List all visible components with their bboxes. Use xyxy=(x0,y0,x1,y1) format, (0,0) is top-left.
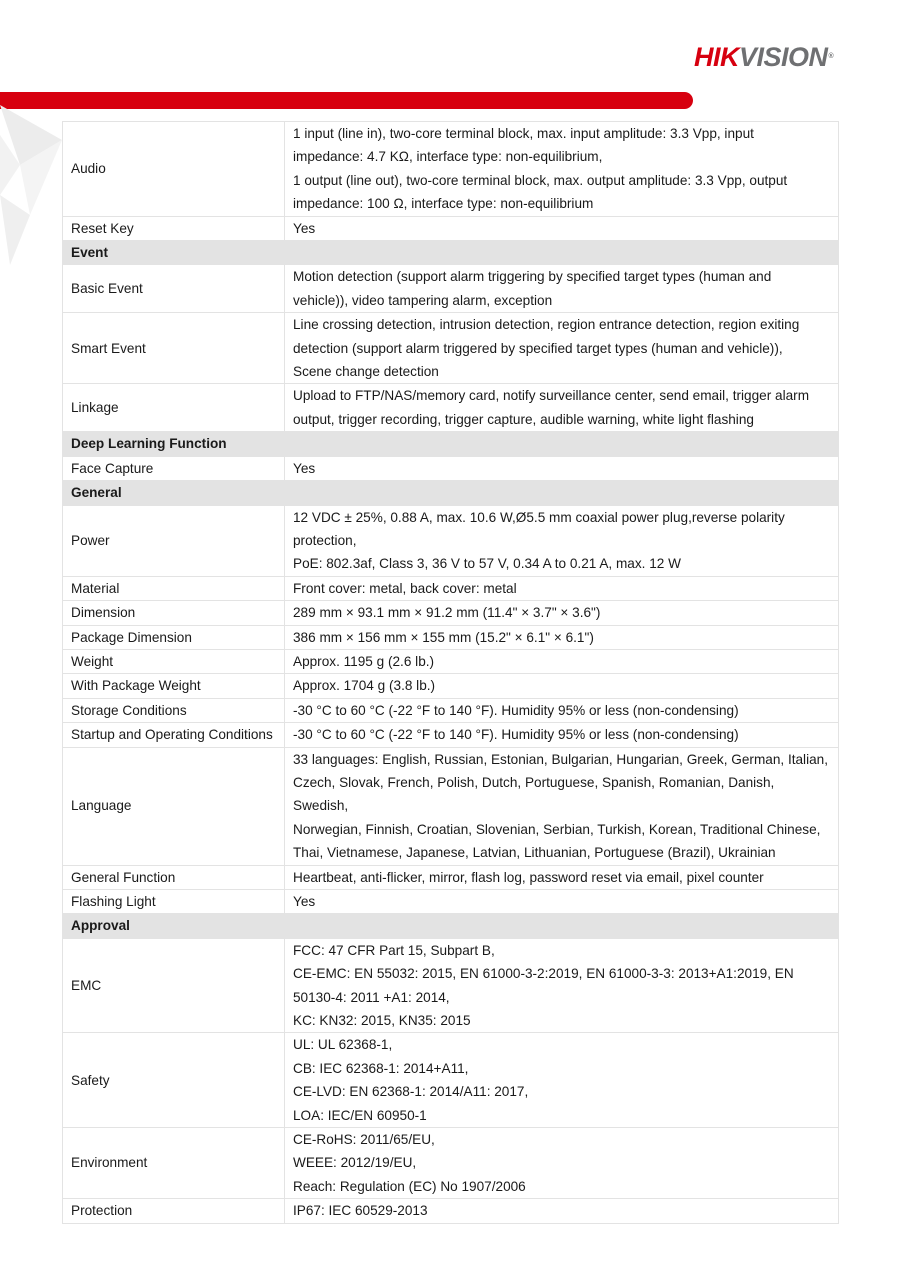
spec-value-line: -30 °C to 60 °C (-22 °F to 140 °F). Humidity 95% or less (non-condensing) xyxy=(293,727,739,743)
spec-value xyxy=(285,505,839,576)
spec-value xyxy=(285,216,839,240)
spec-label: Power xyxy=(63,505,285,576)
spec-value xyxy=(285,649,839,673)
spec-row xyxy=(63,649,839,673)
spec-value-line: Yes xyxy=(293,894,316,909)
spec-label: EMC xyxy=(63,938,285,1033)
spec-value-line: impedance: 100 Ω, interface type: non-equilibrium xyxy=(293,196,594,212)
spec-row xyxy=(63,216,839,240)
spec-row xyxy=(63,313,839,384)
spec-value xyxy=(285,265,839,313)
spec-value xyxy=(285,576,839,600)
spec-value-line: Motion detection (support alarm triggering by specified target types (human and xyxy=(293,269,772,285)
spec-label: Linkage xyxy=(63,384,285,432)
spec-value xyxy=(285,938,839,1033)
spec-value-line: CB: IEC 62368-1: 2014+A11, xyxy=(293,1060,469,1076)
spec-value xyxy=(285,674,839,698)
spec-value-line: FCC: 47 CFR Part 15, Subpart B, xyxy=(293,942,495,958)
spec-label: Basic Event xyxy=(63,265,285,313)
spec-label: Startup and Operating Conditions xyxy=(63,723,285,747)
spec-label: Flashing Light xyxy=(63,890,285,914)
spec-row xyxy=(63,890,839,914)
spec-value-line: Scene change detection xyxy=(293,364,439,380)
spec-value-line: 386 mm × 156 mm × 155 mm (15.2" × 6.1" × 6.1") xyxy=(293,629,594,645)
spec-row xyxy=(63,265,839,313)
spec-value xyxy=(285,384,839,432)
spec-row xyxy=(63,1033,839,1128)
section-header-row xyxy=(63,432,839,456)
spec-label: Dimension xyxy=(63,601,285,625)
spec-label: Storage Conditions xyxy=(63,698,285,722)
spec-row xyxy=(63,625,839,649)
spec-label: Material xyxy=(63,576,285,600)
spec-value-line: CE-EMC: EN 55032: 2015, EN 61000-3-2:2019, EN 61000-3-3: 2013+A1:2019, EN xyxy=(293,966,794,982)
spec-value-line: Line crossing detection, intrusion detection, region entrance detection, region exiting xyxy=(293,317,800,333)
spec-value-line: Approx. 1704 g (3.8 lb.) xyxy=(293,678,436,694)
section-header-row xyxy=(63,914,839,938)
spec-value-line: Reach: Regulation (EC) No 1907/2006 xyxy=(293,1178,526,1194)
spec-value-line: Czech, Slovak, French, Polish, Dutch, Portuguese, Spanish, Romanian, Danish, Swedish, xyxy=(293,774,775,814)
spec-label: Language xyxy=(63,747,285,865)
spec-value-line: 1 output (line out), two-core terminal block, max. output amplitude: 3.3 Vpp, output xyxy=(293,172,788,188)
spec-label: Safety xyxy=(63,1033,285,1128)
spec-value-line: -30 °C to 60 °C (-22 °F to 140 °F). Humidity 95% or less (non-condensing) xyxy=(293,702,739,718)
spec-value-line: Yes xyxy=(293,460,316,476)
spec-label: Environment xyxy=(63,1128,285,1199)
spec-value xyxy=(285,723,839,747)
spec-value xyxy=(285,122,839,217)
spec-value xyxy=(285,865,839,889)
spec-value-line: vehicle)), video tampering alarm, exception xyxy=(293,292,553,308)
spec-value-line: LOA: IEC/EN 60950-1 xyxy=(293,1107,427,1123)
spec-value-line: impedance: 4.7 KΩ, interface type: non-equilibrium, xyxy=(293,149,603,165)
spec-value xyxy=(285,890,839,914)
registered-mark: ® xyxy=(828,53,834,60)
spec-label: Package Dimension xyxy=(63,625,285,649)
spec-row xyxy=(63,1199,839,1223)
spec-row xyxy=(63,384,839,432)
spec-value xyxy=(285,1199,839,1223)
section-title: General xyxy=(63,481,839,505)
header-red-bar xyxy=(0,92,693,109)
spec-row xyxy=(63,122,839,217)
spec-value xyxy=(285,601,839,625)
spec-row xyxy=(63,747,839,865)
section-title: Event xyxy=(63,241,839,265)
spec-value-line: Yes xyxy=(293,220,316,236)
spec-value xyxy=(285,625,839,649)
spec-label: Audio xyxy=(63,122,285,217)
hikvision-logo xyxy=(694,42,833,72)
spec-label: With Package Weight xyxy=(63,674,285,698)
section-header-row xyxy=(63,241,839,265)
spec-value-line: Front cover: metal, back cover: metal xyxy=(293,580,517,596)
spec-label: Face Capture xyxy=(63,456,285,480)
spec-value xyxy=(285,313,839,384)
spec-row xyxy=(63,576,839,600)
spec-value-line: detection (support alarm triggered by specified target types (human and vehicle)), xyxy=(293,340,783,356)
logo-part-red: HIK xyxy=(694,42,739,72)
spec-value-line: 33 languages: English, Russian, Estonian, Bulgarian, Hungarian, Greek, German, Italian, xyxy=(293,751,828,767)
spec-value xyxy=(285,1033,839,1128)
spec-row xyxy=(63,456,839,480)
spec-label: Reset Key xyxy=(63,216,285,240)
spec-table xyxy=(62,121,839,1224)
spec-row xyxy=(63,723,839,747)
spec-value-line: Norwegian, Finnish, Croatian, Slovenian, Serbian, Turkish, Korean, Traditional Chinese, xyxy=(293,821,821,837)
spec-value-line: 289 mm × 93.1 mm × 91.2 mm (11.4" × 3.7" × 3.6") xyxy=(293,605,601,621)
spec-row xyxy=(63,938,839,1033)
spec-value-line: UL: UL 62368-1, xyxy=(293,1037,393,1053)
spec-row xyxy=(63,865,839,889)
section-title: Deep Learning Function xyxy=(63,432,839,456)
spec-label: General Function xyxy=(63,865,285,889)
spec-row xyxy=(63,674,839,698)
spec-value-line: KC: KN32: 2015, KN35: 2015 xyxy=(293,1013,471,1029)
logo-part-gray: VISION xyxy=(739,42,828,72)
spec-value-line: 12 VDC ± 25%, 0.88 A, max. 10.6 W,Ø5.5 mm coaxial power plug,reverse polarity xyxy=(293,509,785,525)
spec-value-line: Approx. 1195 g (2.6 lb.) xyxy=(293,653,435,669)
spec-label: Smart Event xyxy=(63,313,285,384)
spec-label: Protection xyxy=(63,1199,285,1223)
spec-value xyxy=(285,698,839,722)
spec-value xyxy=(285,456,839,480)
spec-value-line: CE-LVD: EN 62368-1: 2014/A11: 2017, xyxy=(293,1084,529,1100)
spec-value-line: 1 input (line in), two-core terminal block, max. input amplitude: 3.3 Vpp, input xyxy=(293,126,754,141)
spec-row xyxy=(63,601,839,625)
spec-label: Weight xyxy=(63,649,285,673)
spec-value xyxy=(285,747,839,865)
spec-value-line: protection, xyxy=(293,532,357,548)
spec-value-line: WEEE: 2012/19/EU, xyxy=(293,1155,417,1171)
spec-value-line: Heartbeat, anti-flicker, mirror, flash log, password reset via email, pixel counter xyxy=(293,869,764,885)
spec-value-line: PoE: 802.3af, Class 3, 36 V to 57 V, 0.34 A to 0.21 A, max. 12 W xyxy=(293,556,681,572)
spec-value-line: IP67: IEC 60529-2013 xyxy=(293,1203,428,1219)
spec-row xyxy=(63,505,839,576)
spec-value-line: Upload to FTP/NAS/memory card, notify surveillance center, send email, trigger alarm xyxy=(293,388,810,404)
spec-value-line: output, trigger recording, trigger capture, audible warning, white light flashing xyxy=(293,411,754,427)
section-title: Approval xyxy=(63,914,839,938)
spec-value xyxy=(285,1128,839,1199)
spec-value-line: Thai, Vietnamese, Japanese, Latvian, Lithuanian, Portuguese (Brazil), Ukrainian xyxy=(293,845,776,861)
spec-row xyxy=(63,698,839,722)
watermark-shape-icon xyxy=(0,105,70,265)
spec-row xyxy=(63,1128,839,1199)
spec-value-line: CE-RoHS: 2011/65/EU, xyxy=(293,1132,435,1148)
spec-value-line: 50130-4: 2011 +A1: 2014, xyxy=(293,989,450,1005)
section-header-row xyxy=(63,481,839,505)
